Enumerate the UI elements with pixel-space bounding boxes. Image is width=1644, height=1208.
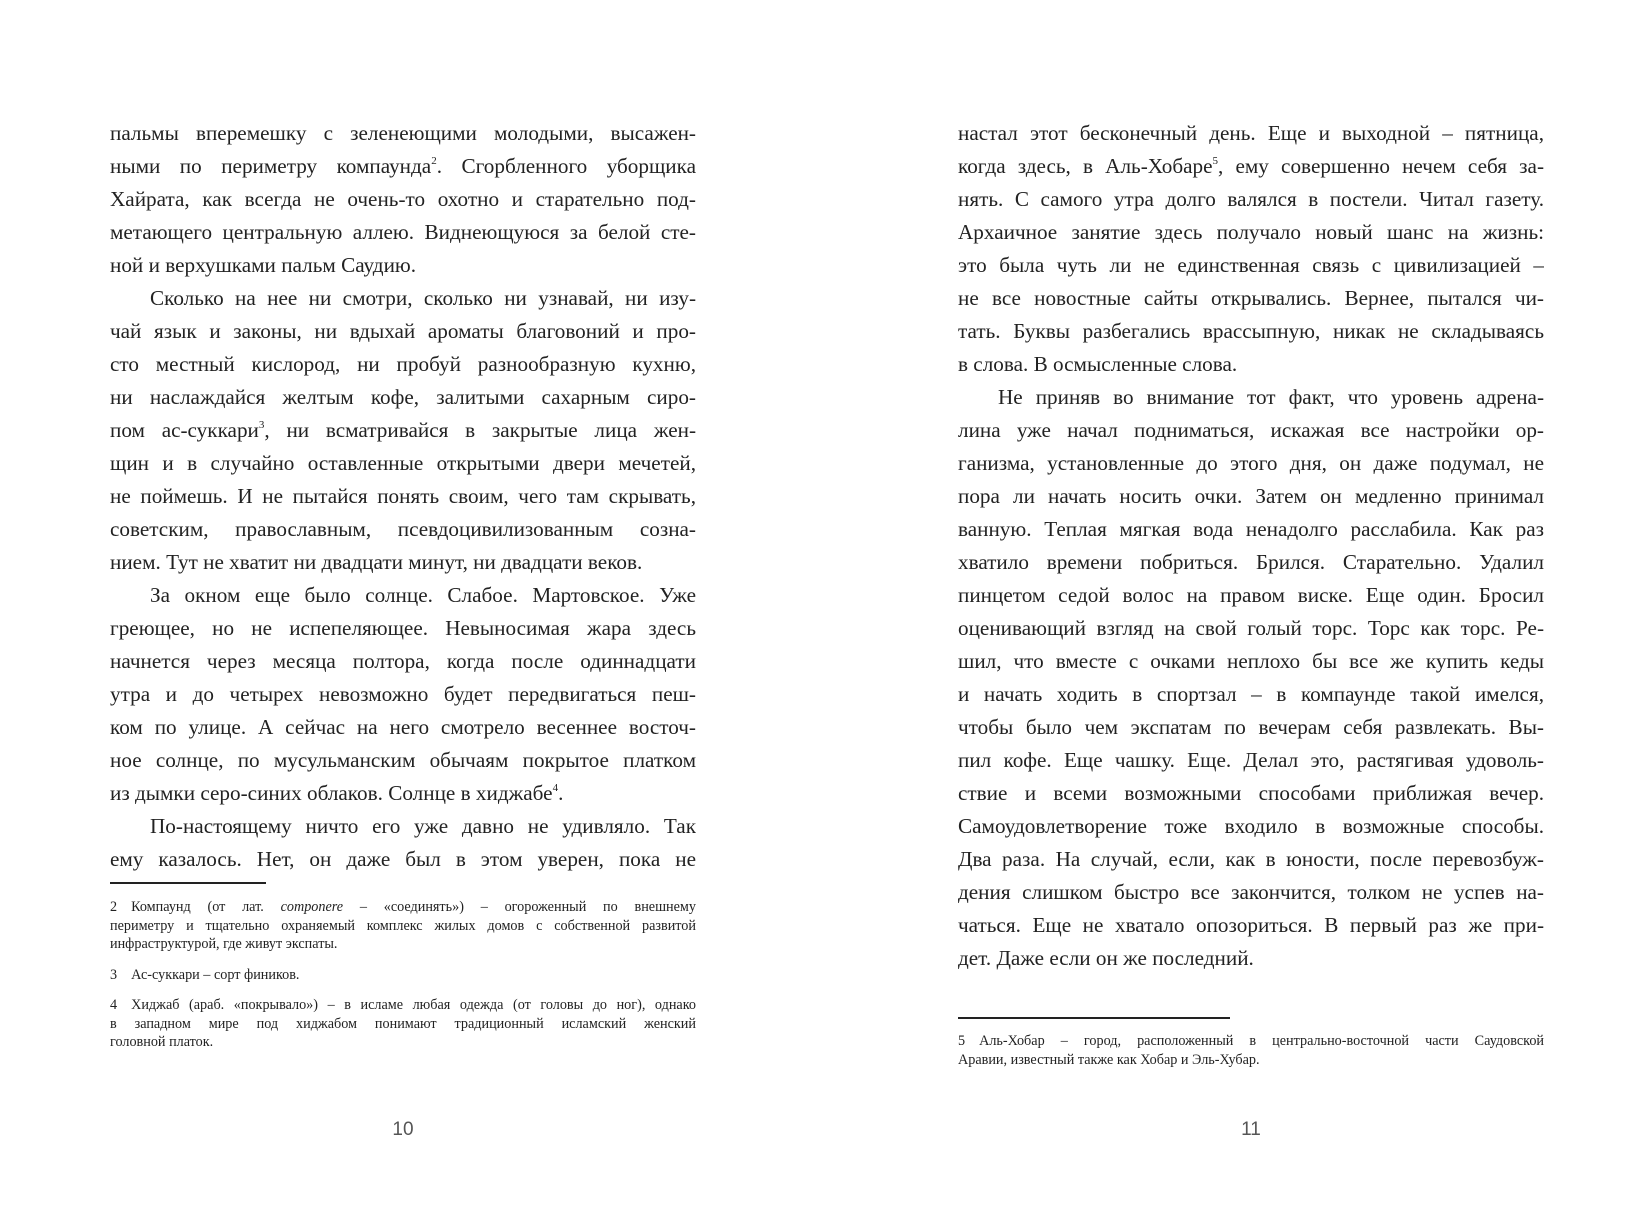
text-line: нять. С самого утра долго валялся в постели. Читал газету. [958, 187, 1544, 211]
text-line: щин и в случайно оставленные открытыми двери мечетей, [110, 451, 696, 475]
text-line: За окном еще было солнце. Слабое. Мартовское. Уже [150, 583, 696, 607]
text-line: метающего центральную аллею. Виднеющуюся за белой сте- [110, 220, 696, 244]
footnote-mark: 2 [431, 155, 437, 167]
text-line: нием. Тут не хватит ни двадцати минут, ни двадцати веков. [110, 550, 643, 574]
text-line: из дымки серо-синих облаков. Солнце в хиджабе$^4$. [110, 781, 564, 805]
left-page [110, 0, 696, 1208]
footnote-mark: 5 [1212, 155, 1219, 167]
footnote-4: 4 Хиджаб (араб. «покрывало») – в исламе любая одежда (от головы до ног), однако в западном мире под хиджабом понимают традиционный исламский женский головной платок. [110, 997, 696, 1050]
footnote-5: 5 Аль-Хобар – город, расположенный в центрально-восточной части Саудовской Аравии, известный также как Хобар и Эль-Хубар. [958, 1033, 1544, 1068]
text-line: дения слишком быстро все закончится, толком не успев на- [958, 880, 1544, 904]
text-line: шил, что вместе с очками неплохо бы все же купить кеды [958, 649, 1544, 673]
text-line: и начать ходить в спортзал – в компаунде такой имелся, [958, 682, 1544, 706]
footnote-divider [958, 1017, 1230, 1019]
left-footnotes [110, 898, 696, 1064]
text-line: хватило времени побриться. Брился. Старательно. Удалил [958, 550, 1544, 574]
text-line: Архаичное занятие здесь получало новый шанс на жизнь: [958, 220, 1544, 244]
left-body-text [110, 117, 696, 876]
text-line: чтобы было чем экспатам по вечерам себя развлекать. Вы- [958, 715, 1544, 739]
text-line: пора ли начать носить очки. Затем он медленно принимал [958, 484, 1544, 508]
text-line: лина уже начал подниматься, искажая все настройки ор- [958, 418, 1544, 442]
text-line: не поймешь. И не пытайся понять своим, чего там скрывать, [110, 484, 696, 508]
text-line: Не приняв во внимание тот факт, что уровень адрена- [998, 385, 1544, 409]
right-page [958, 0, 1544, 1208]
page-number: 10 [392, 1119, 414, 1140]
text-line: По-настоящему ничто его уже давно не удивляло. Так [150, 814, 696, 838]
text-line: тать. Буквы разбегались врассыпную, никак не складываясь [958, 319, 1544, 343]
text-line: Сколько на нее ни смотри, сколько ни узнавай, ни изу- [150, 286, 696, 310]
text-line: начнется через месяца полтора, когда после одиннадцати [110, 649, 696, 673]
text-line: Два раза. На случай, если, как в юности, после перевозбуж- [958, 847, 1544, 871]
right-body-text [958, 117, 1544, 975]
page-number: 11 [1241, 1119, 1261, 1140]
text-line: пальмы вперемешку с зеленеющими молодыми, высажен- [110, 121, 696, 145]
text-line: чаться. Еще не хватало опозориться. В первый раз же при- [958, 913, 1544, 937]
text-line: ему казалось. Нет, он даже был в этом уверен, пока не [110, 847, 696, 871]
text-line: ни наслаждайся желтым кофе, залитыми сахарным сиро- [110, 385, 696, 409]
text-line: пил кофе. Еще чашку. Еще. Делал это, растягивая удоволь- [958, 748, 1544, 772]
text-line: это была чуть ли не единственная связь с цивилизацией – [958, 253, 1544, 277]
text-line: ствие и всеми возможными способами приближая вечер. [958, 781, 1544, 805]
text-line: советским, православным, псевдоцивилизованным созна- [110, 517, 696, 541]
text-line: ной и верхушками пальм Саудию. [110, 253, 417, 277]
text-line: когда здесь, в Аль-Хобаре$^5$, ему совершенно нечем себя за- [958, 154, 1544, 178]
text-line: ное солнце, по мусульманским обычаям покрытое платком [110, 748, 696, 772]
text-line: греющее, но не испепеляющее. Невыносимая жара здесь [110, 616, 696, 640]
text-line: утра и до четырех невозможно будет передвигаться пеш- [110, 682, 696, 706]
text-line: чай язык и законы, ни вдыхай ароматы благовоний и про- [110, 319, 696, 343]
text-line: не все новостные сайты открывались. Вернее, пытался чи- [958, 286, 1544, 310]
footnote-2: 2 Компаунд (от лат. componere – «соединять») – огороженный по внешнему периметру и тщательно охраняемый комплекс жилых домов с собственной развитой инфраструктурой, где живут экспаты. [110, 899, 696, 952]
text-line: Хайрата, как всегда не очень-то охотно и старательно под- [110, 187, 696, 211]
text-line: в слова. В осмысленные слова. [958, 352, 1238, 376]
text-line: сто местный кислород, ни пробуй разнообразную кухню, [110, 352, 696, 376]
text-line: ком по улице. А сейчас на него смотрело весеннее восточ- [110, 715, 696, 739]
footnote-3: 3 Ас-суккари – сорт фиников. [110, 966, 300, 983]
text-line: пинцетом седой волос на правом виске. Еще один. Бросил [958, 583, 1544, 607]
text-line: ванную. Теплая мягкая вода ненадолго расслабила. Как раз [958, 517, 1544, 541]
right-footnotes [958, 1032, 1544, 1081]
text-line: дет. Даже если он же последний. [958, 946, 1254, 970]
text-line: ганизма, установленные до этого дня, он даже подумал, не [958, 451, 1544, 475]
text-line: настал этот бесконечный день. Еще и выходной – пятница, [958, 121, 1544, 145]
footnote-mark: 3 [258, 419, 265, 431]
footnote-mark: 4 [552, 782, 559, 794]
text-line: ными по периметру компаунда$^2$. Сгорбленного уборщика [110, 154, 696, 178]
text-line: пом ас-суккари$^3$, ни всматривайся в закрытые лица жен- [110, 418, 696, 442]
text-line: Самоудовлетворение тоже входило в возможные способы. [958, 814, 1544, 838]
text-line: оценивающий взгляд на свой голый торс. Торс как торс. Ре- [958, 616, 1544, 640]
footnote-divider [110, 882, 266, 884]
